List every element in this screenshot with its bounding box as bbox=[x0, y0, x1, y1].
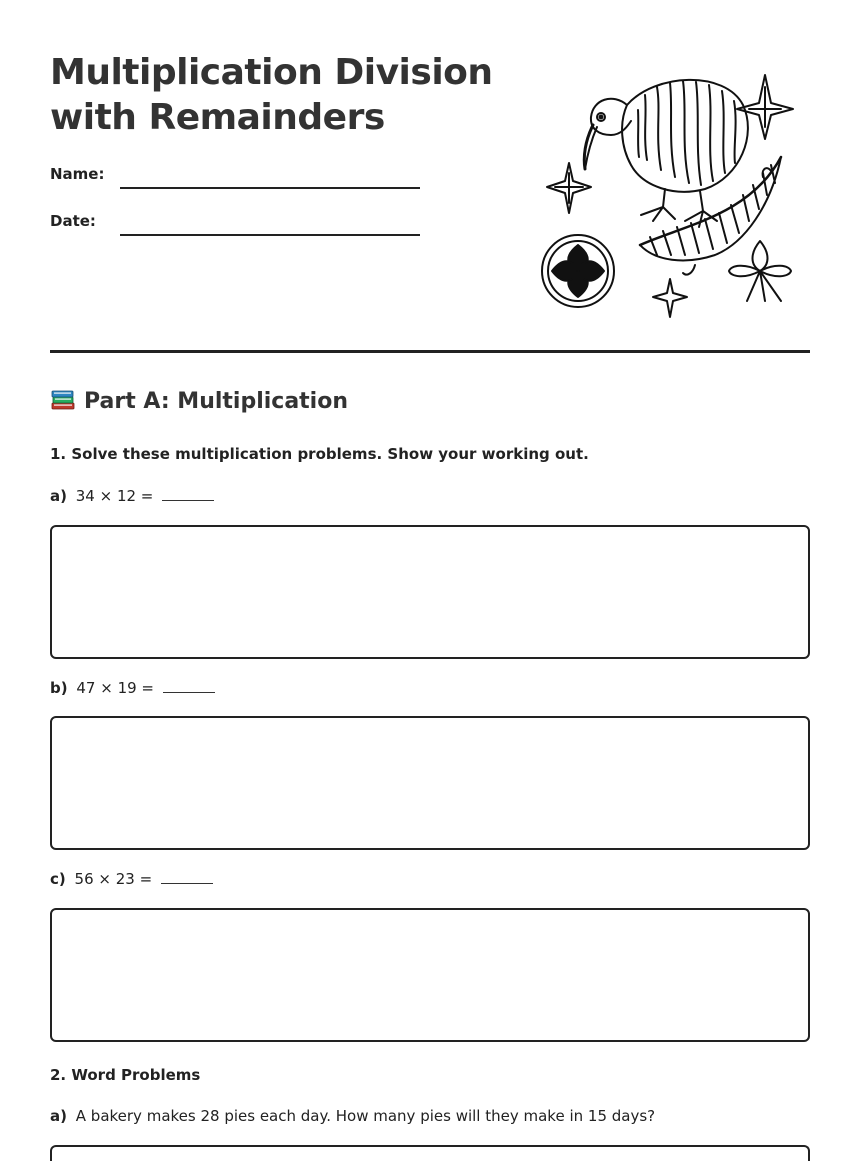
problem-text: 47 × 19 = bbox=[76, 679, 154, 697]
name-label: Name: bbox=[50, 165, 105, 183]
section-divider bbox=[50, 350, 810, 353]
problem-label: a) bbox=[50, 487, 67, 505]
problem-label: c) bbox=[50, 870, 66, 888]
problem-c bbox=[50, 870, 213, 888]
problem-label: a) bbox=[50, 1107, 67, 1125]
working-box-word-a[interactable] bbox=[50, 1145, 810, 1161]
word-problem-a bbox=[50, 1107, 655, 1125]
problem-b bbox=[50, 679, 215, 697]
problem-text: A bakery makes 28 pies each day. How many pies will they make in 15 days? bbox=[75, 1107, 656, 1125]
working-box-b[interactable] bbox=[50, 716, 810, 850]
problem-text: 56 × 23 = bbox=[74, 870, 153, 888]
answer-blank[interactable] bbox=[162, 488, 214, 501]
date-field[interactable] bbox=[120, 234, 420, 236]
problem-text: 34 × 12 = bbox=[75, 487, 154, 505]
kiwi-bird-fern-illustration bbox=[535, 65, 800, 327]
name-field[interactable] bbox=[120, 187, 420, 189]
answer-blank[interactable] bbox=[161, 871, 213, 884]
title-line-2: with Remainders bbox=[50, 97, 385, 138]
title-line-1: Multiplication Division bbox=[50, 52, 493, 93]
part-a-heading-text: Part A: Multiplication bbox=[84, 389, 348, 414]
answer-blank[interactable] bbox=[163, 680, 215, 693]
q1-instruction: 1. Solve these multiplication problems. Show your working out. bbox=[50, 445, 589, 463]
date-label: Date: bbox=[50, 212, 96, 230]
working-box-a[interactable] bbox=[50, 525, 810, 659]
q2-heading: 2. Word Problems bbox=[50, 1066, 201, 1084]
part-a-heading bbox=[50, 386, 348, 414]
page-title bbox=[50, 50, 520, 140]
problem-label: b) bbox=[50, 679, 68, 697]
working-box-c[interactable] bbox=[50, 908, 810, 1042]
problem-a bbox=[50, 487, 214, 505]
books-icon bbox=[50, 386, 76, 412]
